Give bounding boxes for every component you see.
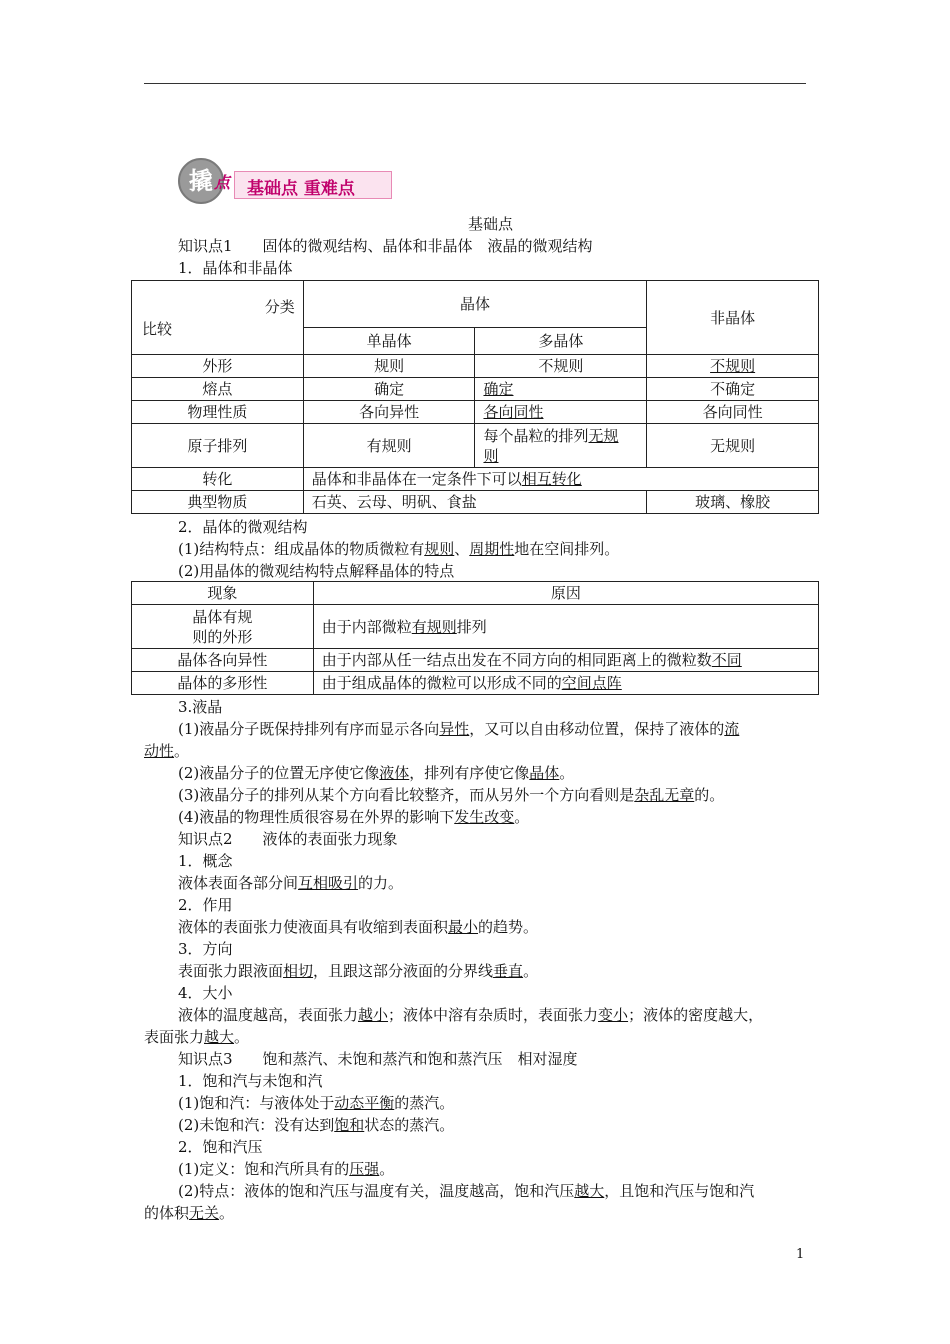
corner-bottom-label: 比较 [142,320,173,338]
paragraph: (2)用晶体的微观结构特点解释晶体的特点 [178,562,455,580]
table-row [132,649,819,672]
cell: 确定 [303,378,475,401]
paragraph: (2)液晶分子的位置无序使它像液体，排列有序使它像晶体。 [178,764,575,782]
table-row [132,355,819,378]
subheading: 1．饱和汽与未饱和汽 [178,1072,323,1090]
table-row [132,424,819,468]
cell: 玻璃、橡胶 [647,491,819,514]
subsection-1-heading: 1．晶体和非晶体 [178,259,293,277]
cell [475,378,647,401]
row-label: 外形 [132,355,304,378]
paragraph: 液体表面各部分间互相吸引的力。 [178,874,404,892]
paragraph: (1)定义：饱和汽所具有的压强。 [178,1160,395,1178]
paragraph: (1)饱和汽：与液体处于动态平衡的蒸汽。 [178,1094,455,1112]
answer-text: 各向同性 [483,403,544,421]
table-row [132,401,819,424]
cell [475,401,647,424]
amorphous-header: 非晶体 [647,281,819,355]
paragraph: (1)结构特点：组成晶体的物质微粒有规则、周期性地在空间排列。 [178,540,620,558]
paragraph: (1)液晶分子既保持排列有序而显示各向异性，又可以自由移动位置，保持了液体的流 [178,720,740,738]
subheading: 2．作用 [178,896,233,914]
row-label: 转化 [132,468,304,491]
phenomenon-reason-table [131,581,819,695]
table-row [132,468,819,491]
subheading: 4．大小 [178,984,233,1002]
cell: 由于内部微粒有规则排列 [313,605,818,649]
paragraph: (2)特点：液体的饱和汽压与温度有关，温度越高，饱和汽压越大，且饱和汽压与饱和汽 [178,1182,755,1200]
row-label: 晶体的多形性 [132,672,314,695]
row-label: 物理性质 [132,401,304,424]
answer-text: 不规则 [710,357,756,375]
subsection-2-heading: 2．晶体的微观结构 [178,518,308,536]
section-title: 基础点 [468,215,514,233]
cell: 由于内部从任一结点出发在不同方向的相同距离上的微粒数不同 [313,649,818,672]
row-label: 原子排列 [132,424,304,468]
badge-icon: 撬 [178,158,224,204]
row-label: 熔点 [132,378,304,401]
answer-text: 无规 [588,426,619,445]
single-crystal-header: 单晶体 [303,328,475,355]
paragraph: (3)液晶分子的排列从某个方向看比较整齐，而从另外一个方向看则是杂乱无章的。 [178,786,725,804]
cell: 不规则 [475,355,647,378]
cell [475,424,647,468]
answer-text: 确定 [483,380,514,398]
badge-dot-text: 点 [214,173,231,192]
paragraph: (2)未饱和汽：没有达到饱和状态的蒸汽。 [178,1116,455,1134]
subheading: 2．饱和汽压 [178,1138,263,1156]
answer-text: 相互转化 [521,470,582,488]
subheading: 1．概念 [178,852,233,870]
banner-bar [234,171,392,199]
knowledge-point-2-title: 知识点2 液体的表面张力现象 [178,830,398,848]
header-rule [144,83,806,84]
paragraph-continued: 的体积无关。 [144,1204,235,1222]
paragraph: 表面张力跟液面相切，且跟这部分液面的分界线垂直。 [178,962,539,980]
row-label: 晶体有规 则的外形 [132,605,314,649]
cell: 有规则 [303,424,475,468]
cell: 各向同性 [647,401,819,424]
crystal-comparison-table [131,280,819,514]
paragraph-continued: 表面张力越大。 [144,1028,250,1046]
page-number: 1 [796,1247,805,1262]
paragraph: 液体的温度越高，表面张力越小；液体中溶有杂质时，表面张力变小；液体的密度越大， [178,1006,764,1024]
poly-crystal-header: 多晶体 [475,328,647,355]
header-cell: 原因 [313,582,818,605]
table-row [132,672,819,695]
table-row [132,491,819,514]
corner-cell [132,281,304,355]
section-banner [178,158,392,202]
cell: 规则 [303,355,475,378]
cell: 各向异性 [303,401,475,424]
table-row [132,378,819,401]
crystal-header: 晶体 [303,281,646,328]
paragraph: 液体的表面张力使液面具有收缩到表面积最小的趋势。 [178,918,539,936]
banner-title: 基础点 重难点 [247,179,355,199]
knowledge-point-3-title: 知识点3 饱和蒸汽、未饱和蒸汽和饱和蒸汽压 相对湿度 [178,1050,578,1068]
header-cell: 现象 [132,582,314,605]
answer-text: 则 [483,446,499,465]
row-label: 晶体各向异性 [132,649,314,672]
cell [303,468,818,491]
cell: 不确定 [647,378,819,401]
corner-top-label: 分类 [264,298,295,316]
cell: 石英、云母、明矾、食盐 [303,491,646,514]
cell-text: 晶体和非晶体在一定条件下可以 [311,470,522,488]
cell: 无规则 [647,424,819,468]
table-row [132,605,819,649]
subsection-3-heading: 3.液晶 [178,698,223,716]
cell-text: 每个晶粒的排列 [483,426,589,445]
paragraph-continued: 动性。 [144,742,190,760]
cell: 由于组成晶体的微粒可以形成不同的空间点阵 [313,672,818,695]
subheading: 3．方向 [178,940,233,958]
cell [647,355,819,378]
row-label: 典型物质 [132,491,304,514]
paragraph: (4)液晶的物理性质很容易在外界的影响下发生改变。 [178,808,530,826]
knowledge-point-1-title: 知识点1 固体的微观结构、晶体和非晶体 液晶的微观结构 [178,237,593,255]
